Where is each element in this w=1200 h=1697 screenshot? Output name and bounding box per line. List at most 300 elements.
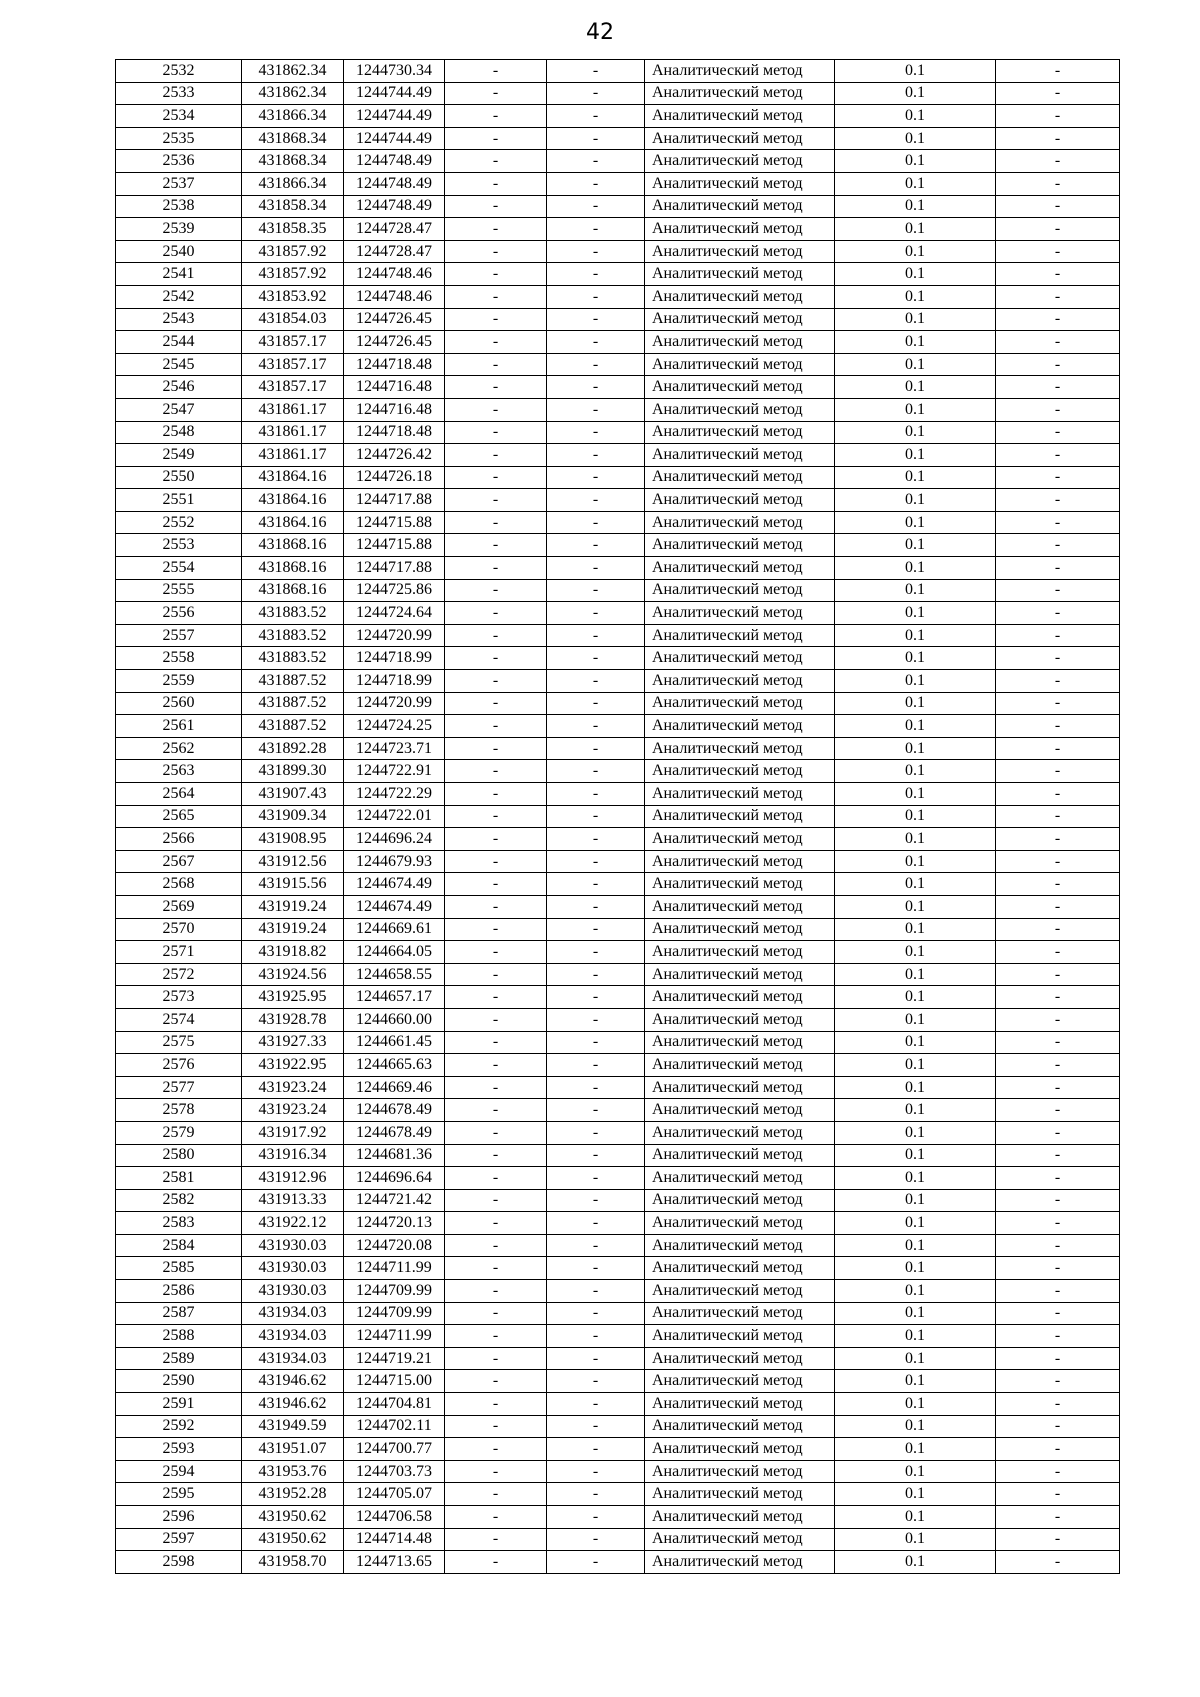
point-number: 2594 [116,1460,242,1483]
point-number: 2538 [116,195,242,218]
point-number: 2590 [116,1370,242,1393]
dash-cell: - [996,127,1120,150]
point-number: 2570 [116,918,242,941]
point-number: 2551 [116,489,242,512]
table-row [116,421,1120,444]
coord-y: 1244724.25 [344,715,445,738]
dash-cell: - [445,1167,547,1190]
dash-cell: - [445,1528,547,1551]
table-row [116,1460,1120,1483]
method-cell: Аналитический метод [645,1506,835,1529]
dash-cell: - [445,557,547,580]
coord-y: 1244720.99 [344,624,445,647]
method-cell: Аналитический метод [645,421,835,444]
table-row [116,873,1120,896]
dash-cell: - [996,963,1120,986]
dash-cell: - [996,624,1120,647]
point-number: 2588 [116,1325,242,1348]
dash-cell: - [996,1234,1120,1257]
coord-y: 1244724.64 [344,602,445,625]
dash-cell: - [547,1528,645,1551]
table-row [116,308,1120,331]
dash-cell: - [547,1144,645,1167]
point-number: 2562 [116,737,242,760]
dash-cell: - [996,1347,1120,1370]
dash-cell: - [547,1347,645,1370]
dash-cell: - [996,692,1120,715]
coord-y: 1244728.47 [344,218,445,241]
coord-y: 1244714.48 [344,1528,445,1551]
coord-y: 1244657.17 [344,986,445,1009]
table-row [116,127,1120,150]
table-row [116,1234,1120,1257]
accuracy-cell: 0.1 [835,534,996,557]
point-number: 2539 [116,218,242,241]
dash-cell: - [996,1144,1120,1167]
accuracy-cell: 0.1 [835,1076,996,1099]
method-cell: Аналитический метод [645,670,835,693]
point-number: 2557 [116,624,242,647]
coord-x: 431868.16 [242,579,344,602]
dash-cell: - [547,783,645,806]
coord-y: 1244719.21 [344,1347,445,1370]
accuracy-cell: 0.1 [835,1054,996,1077]
coord-y: 1244660.00 [344,1008,445,1031]
point-number: 2535 [116,127,242,150]
table-row [116,240,1120,263]
method-cell: Аналитический метод [645,1257,835,1280]
coord-x: 431854.03 [242,308,344,331]
coord-y: 1244700.77 [344,1438,445,1461]
coord-y: 1244706.58 [344,1506,445,1529]
method-cell: Аналитический метод [645,127,835,150]
method-cell: Аналитический метод [645,737,835,760]
dash-cell: - [445,240,547,263]
dash-cell: - [547,534,645,557]
dash-cell: - [996,511,1120,534]
dash-cell: - [547,692,645,715]
coord-x: 431907.43 [242,783,344,806]
point-number: 2579 [116,1121,242,1144]
dash-cell: - [547,1370,645,1393]
dash-cell: - [547,60,645,83]
table-row [116,150,1120,173]
point-number: 2595 [116,1483,242,1506]
dash-cell: - [996,331,1120,354]
coord-x: 431916.34 [242,1144,344,1167]
coord-y: 1244718.48 [344,421,445,444]
dash-cell: - [445,105,547,128]
coord-y: 1244718.48 [344,353,445,376]
dash-cell: - [445,511,547,534]
method-cell: Аналитический метод [645,195,835,218]
point-number: 2545 [116,353,242,376]
coord-x: 431913.33 [242,1189,344,1212]
dash-cell: - [996,602,1120,625]
dash-cell: - [996,918,1120,941]
accuracy-cell: 0.1 [835,1393,996,1416]
coord-y: 1244709.99 [344,1302,445,1325]
dash-cell: - [445,1212,547,1235]
accuracy-cell: 0.1 [835,511,996,534]
coord-y: 1244717.88 [344,557,445,580]
coord-y: 1244717.88 [344,489,445,512]
coord-x: 431950.62 [242,1528,344,1551]
dash-cell: - [445,1121,547,1144]
dash-cell: - [547,805,645,828]
dash-cell: - [996,1438,1120,1461]
coord-y: 1244678.49 [344,1099,445,1122]
point-number: 2575 [116,1031,242,1054]
coord-y: 1244704.81 [344,1393,445,1416]
coord-y: 1244726.45 [344,308,445,331]
accuracy-cell: 0.1 [835,172,996,195]
dash-cell: - [547,263,645,286]
coord-x: 431924.56 [242,963,344,986]
dash-cell: - [445,963,547,986]
table-row [116,1099,1120,1122]
dash-cell: - [445,1460,547,1483]
coord-x: 431861.17 [242,398,344,421]
table-row [116,986,1120,1009]
method-cell: Аналитический метод [645,60,835,83]
point-number: 2536 [116,150,242,173]
dash-cell: - [996,1257,1120,1280]
dash-cell: - [547,737,645,760]
dash-cell: - [996,1099,1120,1122]
dash-cell: - [996,308,1120,331]
coord-x: 431909.34 [242,805,344,828]
coord-x: 431862.34 [242,60,344,83]
table-row [116,1415,1120,1438]
dash-cell: - [547,895,645,918]
dash-cell: - [445,783,547,806]
table-row [116,353,1120,376]
coord-y: 1244721.42 [344,1189,445,1212]
method-cell: Аналитический метод [645,172,835,195]
dash-cell: - [547,1483,645,1506]
dash-cell: - [445,805,547,828]
dash-cell: - [445,692,547,715]
dash-cell: - [445,1302,547,1325]
accuracy-cell: 0.1 [835,1347,996,1370]
dash-cell: - [996,285,1120,308]
accuracy-cell: 0.1 [835,444,996,467]
dash-cell: - [547,1099,645,1122]
table-row [116,1121,1120,1144]
dash-cell: - [547,444,645,467]
coord-x: 431899.30 [242,760,344,783]
dash-cell: - [547,195,645,218]
method-cell: Аналитический метод [645,263,835,286]
point-number: 2544 [116,331,242,354]
point-number: 2587 [116,1302,242,1325]
accuracy-cell: 0.1 [835,308,996,331]
point-number: 2597 [116,1528,242,1551]
dash-cell: - [445,1483,547,1506]
coord-x: 431883.52 [242,602,344,625]
coord-x: 431923.24 [242,1099,344,1122]
table-row [116,783,1120,806]
coord-y: 1244728.47 [344,240,445,263]
dash-cell: - [547,1257,645,1280]
coord-x: 431864.16 [242,489,344,512]
point-number: 2540 [116,240,242,263]
dash-cell: - [547,1551,645,1574]
dash-cell: - [996,828,1120,851]
dash-cell: - [996,783,1120,806]
coord-y: 1244725.86 [344,579,445,602]
accuracy-cell: 0.1 [835,1325,996,1348]
coord-y: 1244711.99 [344,1325,445,1348]
coord-y: 1244726.18 [344,466,445,489]
point-number: 2556 [116,602,242,625]
method-cell: Аналитический метод [645,218,835,241]
dash-cell: - [996,760,1120,783]
coord-y: 1244726.42 [344,444,445,467]
point-number: 2585 [116,1257,242,1280]
dash-cell: - [445,195,547,218]
point-number: 2561 [116,715,242,738]
dash-cell: - [547,1280,645,1303]
coord-y: 1244696.24 [344,828,445,851]
dash-cell: - [996,715,1120,738]
coord-y: 1244711.99 [344,1257,445,1280]
dash-cell: - [547,240,645,263]
coord-x: 431887.52 [242,670,344,693]
dash-cell: - [996,82,1120,105]
point-number: 2537 [116,172,242,195]
coord-x: 431946.62 [242,1393,344,1416]
accuracy-cell: 0.1 [835,82,996,105]
table-row [116,941,1120,964]
table-row [116,1144,1120,1167]
coord-x: 431915.56 [242,873,344,896]
accuracy-cell: 0.1 [835,331,996,354]
coord-x: 431868.34 [242,127,344,150]
table-row [116,1506,1120,1529]
coord-x: 431950.62 [242,1506,344,1529]
point-number: 2578 [116,1099,242,1122]
point-number: 2586 [116,1280,242,1303]
table-row [116,1438,1120,1461]
coord-y: 1244665.63 [344,1054,445,1077]
coord-y: 1244726.45 [344,331,445,354]
accuracy-cell: 0.1 [835,1167,996,1190]
dash-cell: - [445,873,547,896]
coord-x: 431934.03 [242,1347,344,1370]
dash-cell: - [996,218,1120,241]
dash-cell: - [547,1234,645,1257]
coord-x: 431912.96 [242,1167,344,1190]
method-cell: Аналитический метод [645,1551,835,1574]
dash-cell: - [445,1076,547,1099]
method-cell: Аналитический метод [645,285,835,308]
method-cell: Аналитический метод [645,150,835,173]
table-row [116,647,1120,670]
accuracy-cell: 0.1 [835,760,996,783]
accuracy-cell: 0.1 [835,850,996,873]
coord-x: 431892.28 [242,737,344,760]
dash-cell: - [996,850,1120,873]
method-cell: Аналитический метод [645,82,835,105]
accuracy-cell: 0.1 [835,1234,996,1257]
dash-cell: - [547,647,645,670]
coord-y: 1244720.08 [344,1234,445,1257]
accuracy-cell: 0.1 [835,421,996,444]
accuracy-cell: 0.1 [835,1031,996,1054]
dash-cell: - [445,1008,547,1031]
accuracy-cell: 0.1 [835,828,996,851]
coord-x: 431862.34 [242,82,344,105]
dash-cell: - [445,308,547,331]
dash-cell: - [445,1054,547,1077]
dash-cell: - [445,624,547,647]
point-number: 2548 [116,421,242,444]
dash-cell: - [996,1212,1120,1235]
dash-cell: - [547,1008,645,1031]
dash-cell: - [996,737,1120,760]
dash-cell: - [445,353,547,376]
point-number: 2563 [116,760,242,783]
dash-cell: - [996,150,1120,173]
accuracy-cell: 0.1 [835,579,996,602]
point-number: 2567 [116,850,242,873]
dash-cell: - [547,353,645,376]
method-cell: Аналитический метод [645,557,835,580]
point-number: 2558 [116,647,242,670]
table-row [116,624,1120,647]
dash-cell: - [445,715,547,738]
table-row [116,398,1120,421]
coord-x: 431925.95 [242,986,344,1009]
point-number: 2547 [116,398,242,421]
coord-x: 431958.70 [242,1551,344,1574]
dash-cell: - [445,1506,547,1529]
dash-cell: - [445,1325,547,1348]
dash-cell: - [996,873,1120,896]
method-cell: Аналитический метод [645,873,835,896]
method-cell: Аналитический метод [645,466,835,489]
table-row [116,670,1120,693]
method-cell: Аналитический метод [645,579,835,602]
table-row [116,1008,1120,1031]
dash-cell: - [547,82,645,105]
coord-y: 1244720.13 [344,1212,445,1235]
method-cell: Аналитический метод [645,1054,835,1077]
table-row [116,1483,1120,1506]
table-row [116,692,1120,715]
method-cell: Аналитический метод [645,1144,835,1167]
coord-y: 1244748.49 [344,172,445,195]
dash-cell: - [445,941,547,964]
coord-x: 431934.03 [242,1325,344,1348]
coord-x: 431930.03 [242,1280,344,1303]
dash-cell: - [547,1302,645,1325]
dash-cell: - [445,1189,547,1212]
accuracy-cell: 0.1 [835,1438,996,1461]
point-number: 2549 [116,444,242,467]
table-row [116,331,1120,354]
coord-y: 1244696.64 [344,1167,445,1190]
coord-y: 1244744.49 [344,127,445,150]
dash-cell: - [547,850,645,873]
accuracy-cell: 0.1 [835,1551,996,1574]
dash-cell: - [547,873,645,896]
coord-y: 1244709.99 [344,1280,445,1303]
table-row [116,557,1120,580]
coord-y: 1244716.48 [344,398,445,421]
table-row [116,1370,1120,1393]
dash-cell: - [445,895,547,918]
coord-y: 1244679.93 [344,850,445,873]
dash-cell: - [547,172,645,195]
method-cell: Аналитический метод [645,805,835,828]
table-row [116,850,1120,873]
accuracy-cell: 0.1 [835,873,996,896]
dash-cell: - [547,1167,645,1190]
dash-cell: - [445,285,547,308]
dash-cell: - [996,1506,1120,1529]
dash-cell: - [547,421,645,444]
point-number: 2534 [116,105,242,128]
method-cell: Аналитический метод [645,1460,835,1483]
accuracy-cell: 0.1 [835,647,996,670]
accuracy-cell: 0.1 [835,1483,996,1506]
coord-y: 1244715.88 [344,511,445,534]
dash-cell: - [445,1099,547,1122]
coord-x: 431858.34 [242,195,344,218]
dash-cell: - [445,850,547,873]
dash-cell: - [996,1054,1120,1077]
dash-cell: - [547,1212,645,1235]
coord-y: 1244716.48 [344,376,445,399]
coord-x: 431934.03 [242,1302,344,1325]
point-number: 2577 [116,1076,242,1099]
table-row [116,1347,1120,1370]
dash-cell: - [996,263,1120,286]
dash-cell: - [996,466,1120,489]
coord-y: 1244748.49 [344,150,445,173]
accuracy-cell: 0.1 [835,715,996,738]
dash-cell: - [996,941,1120,964]
dash-cell: - [996,444,1120,467]
coord-y: 1244674.49 [344,873,445,896]
dash-cell: - [547,1393,645,1416]
accuracy-cell: 0.1 [835,1528,996,1551]
coord-x: 431857.92 [242,263,344,286]
dash-cell: - [445,489,547,512]
table-row [116,195,1120,218]
dash-cell: - [547,1121,645,1144]
accuracy-cell: 0.1 [835,1415,996,1438]
method-cell: Аналитический метод [645,850,835,873]
table-row [116,60,1120,83]
coord-y: 1244730.34 [344,60,445,83]
coord-x: 431930.03 [242,1234,344,1257]
accuracy-cell: 0.1 [835,1280,996,1303]
table-row [116,1257,1120,1280]
dash-cell: - [996,579,1120,602]
point-number: 2576 [116,1054,242,1077]
dash-cell: - [996,421,1120,444]
dash-cell: - [445,534,547,557]
dash-cell: - [547,602,645,625]
table-row [116,82,1120,105]
point-number: 2568 [116,873,242,896]
accuracy-cell: 0.1 [835,150,996,173]
dash-cell: - [547,1506,645,1529]
